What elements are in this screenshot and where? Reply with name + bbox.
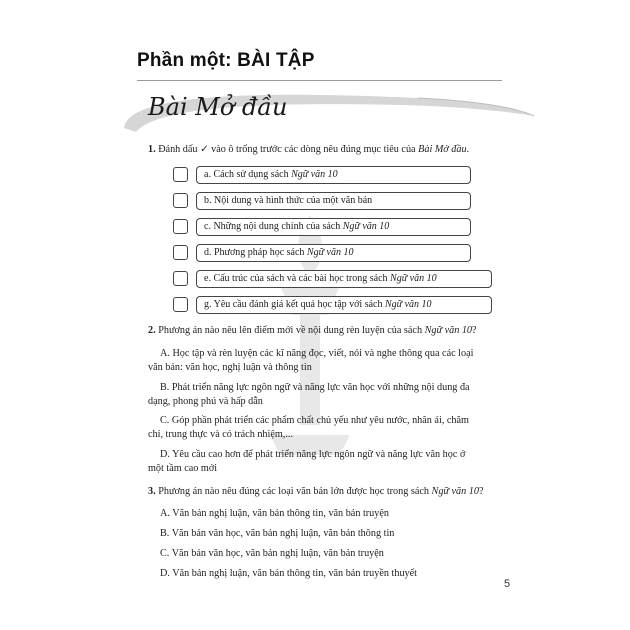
q2-option-c-line-1: C. Góp phần phát triển các phẩm chất chủ yếu như yêu nước, nhân ái, chăm — [160, 415, 469, 426]
q3-option-c: C. Văn bản văn học, văn bản nghị luận, văn bản truyện — [160, 548, 384, 559]
option-d-italic: Ngữ văn 10 — [306, 247, 354, 258]
checkbox-c[interactable] — [173, 219, 188, 234]
part-title: Phần một: BÀI TẬP — [137, 50, 315, 71]
question-3-end: ? — [478, 486, 484, 497]
question-2-italic: Ngữ văn 10 — [424, 325, 473, 336]
option-c-text: c. Những nội dung chính của sách — [204, 221, 343, 232]
q2-option-b-line-2: dạng, phong phú và hấp dẫn — [148, 396, 263, 407]
q2-option-a-line-1: A. Học tập và rèn luyện các kĩ năng đọc, viết, nói và nghe thông qua các loại — [160, 348, 474, 359]
q2-option-c-line-2: chỉ, trung thực và có trách nhiệm,... — [148, 429, 293, 440]
checkmark-icon: ✓ — [200, 144, 209, 155]
option-label-e — [196, 270, 492, 288]
checkbox-e[interactable] — [173, 271, 188, 286]
option-label-d — [196, 244, 471, 262]
checkbox-b[interactable] — [173, 193, 188, 208]
question-1-number: 1. — [148, 144, 156, 155]
question-1 — [148, 143, 469, 157]
question-1-text-before: Đánh dấu — [158, 144, 201, 155]
q3-option-a: A. Văn bản nghị luận, văn bản thông tin, văn bản truyện — [160, 508, 389, 519]
option-label-c — [196, 218, 471, 236]
option-g-italic: Ngữ văn 10 — [384, 299, 432, 310]
option-a-text: a. Cách sử dụng sách — [204, 169, 292, 180]
q3-option-d: D. Văn bản nghị luận, văn bản thông tin, văn bản truyền thuyết — [160, 568, 417, 579]
q2-option-d-line-2: một tầm cao mới — [148, 463, 218, 474]
lesson-title: Bài Mở đầu — [148, 93, 288, 121]
q2-option-a-line-2: văn bản: văn học, nghị luận và thông tin — [148, 362, 312, 373]
question-3-number: 3. — [148, 486, 156, 497]
option-b-text: b. Nội dung và hình thức của một văn bản — [204, 195, 373, 206]
option-label-b — [196, 192, 471, 210]
option-label-a — [196, 166, 471, 184]
q2-option-b-line-1: B. Phát triển năng lực ngôn ngữ và năng lực văn học với những nội dung đa — [160, 382, 470, 393]
question-1-text-middle: vào ô trống trước các dòng nêu đúng mục tiêu của — [208, 144, 419, 155]
option-g-text: g. Yêu cầu đánh giá kết quả học tập với sách — [204, 299, 385, 310]
page-number: 5 — [504, 578, 511, 590]
question-1-text-italic: Bài Mở đầu — [418, 144, 467, 155]
question-2 — [148, 324, 477, 338]
question-2-number: 2. — [148, 325, 156, 336]
checkbox-d[interactable] — [173, 245, 188, 260]
part-title-rule — [137, 80, 502, 81]
option-e-text: e. Cấu trúc của sách và các bài học trong sách — [204, 273, 391, 284]
question-1-text-end: . — [466, 144, 470, 155]
question-2-end: ? — [472, 325, 477, 336]
option-e-italic: Ngữ văn 10 — [390, 273, 437, 284]
q2-option-d-line-1: D. Yêu cầu cao hơn để phát triển năng lực ngôn ngữ và năng lực văn học ở — [160, 449, 466, 460]
q3-option-b: B. Văn bản văn học, văn bản nghị luận, văn bản thông tin — [160, 528, 395, 539]
question-2-text: Phương án nào nêu lên điểm mới về nội dung rèn luyện của sách — [158, 325, 425, 336]
checkbox-g[interactable] — [173, 297, 188, 312]
checkbox-a[interactable] — [173, 167, 188, 182]
option-c-italic: Ngữ văn 10 — [342, 221, 390, 232]
option-label-g — [196, 296, 492, 314]
option-d-text: d. Phương pháp học sách — [204, 247, 307, 258]
question-3 — [148, 485, 484, 499]
question-3-italic: Ngữ văn 10 — [431, 486, 479, 497]
option-a-italic: Ngữ văn 10 — [291, 169, 338, 180]
question-3-text: Phương án nào nêu đúng các loại văn bản lớn được học trong sách — [158, 486, 432, 497]
